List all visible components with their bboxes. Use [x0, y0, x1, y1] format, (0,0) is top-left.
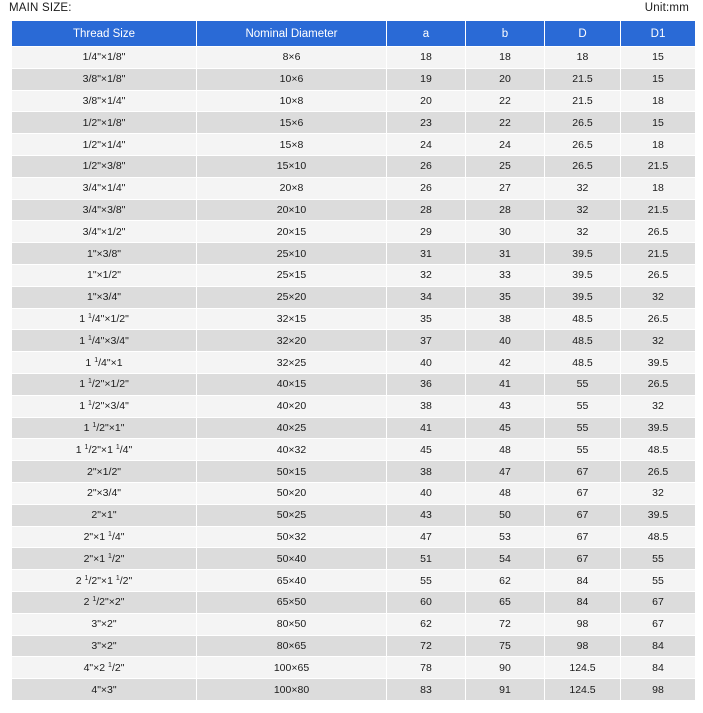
cell-nominal-diameter: 25×15 — [197, 264, 387, 286]
cell-thread-size: 3/4"×3/8" — [12, 199, 197, 221]
cell-d: 98 — [545, 635, 621, 657]
table-row — [12, 90, 696, 112]
cell-thread-size: 3"×2" — [12, 635, 197, 657]
table-row — [12, 112, 696, 134]
cell-d1: 15 — [621, 47, 696, 69]
cell-d: 26.5 — [545, 112, 621, 134]
cell-d: 84 — [545, 591, 621, 613]
cell-thread-size: 2"×1/2" — [12, 461, 197, 483]
cell-thread-size: 1 $^1$/2"×1/2" — [12, 373, 197, 395]
header-d: D — [545, 21, 621, 47]
cell-d: 67 — [545, 526, 621, 548]
header-b: b — [466, 21, 545, 47]
cell-a: 32 — [387, 264, 466, 286]
cell-d: 55 — [545, 439, 621, 461]
cell-d: 98 — [545, 613, 621, 635]
table-row — [12, 548, 696, 570]
cell-thread-size: 2"×1 $^1$/2" — [12, 548, 197, 570]
cell-b: 75 — [466, 635, 545, 657]
cell-d1: 21.5 — [621, 155, 696, 177]
table-row — [12, 134, 696, 156]
cell-d1: 26.5 — [621, 221, 696, 243]
cell-nominal-diameter: 50×32 — [197, 526, 387, 548]
cell-a: 24 — [387, 134, 466, 156]
cell-thread-size: 2"×3/4" — [12, 482, 197, 504]
cell-nominal-diameter: 50×20 — [197, 482, 387, 504]
cell-thread-size: 1 $^1$/4"×3/4" — [12, 330, 197, 352]
cell-nominal-diameter: 20×8 — [197, 177, 387, 199]
cell-d1: 55 — [621, 548, 696, 570]
table-row — [12, 635, 696, 657]
cell-d1: 26.5 — [621, 308, 696, 330]
cell-b: 54 — [466, 548, 545, 570]
table-row — [12, 613, 696, 635]
cell-nominal-diameter: 40×32 — [197, 439, 387, 461]
cell-thread-size: 3/4"×1/2" — [12, 221, 197, 243]
table-row — [12, 395, 696, 417]
cell-a: 18 — [387, 47, 466, 69]
cell-a: 62 — [387, 613, 466, 635]
cell-a: 41 — [387, 417, 466, 439]
cell-b: 72 — [466, 613, 545, 635]
cell-d: 18 — [545, 47, 621, 69]
cell-d: 48.5 — [545, 352, 621, 374]
cell-b: 48 — [466, 439, 545, 461]
cell-d1: 26.5 — [621, 461, 696, 483]
table-row — [12, 657, 696, 679]
cell-d: 67 — [545, 504, 621, 526]
table-row — [12, 155, 696, 177]
table-row — [12, 264, 696, 286]
table-row — [12, 482, 696, 504]
cell-a: 26 — [387, 177, 466, 199]
cell-b: 50 — [466, 504, 545, 526]
table-row — [12, 330, 696, 352]
cell-d1: 39.5 — [621, 504, 696, 526]
cell-b: 47 — [466, 461, 545, 483]
cell-nominal-diameter: 80×50 — [197, 613, 387, 635]
cell-a: 19 — [387, 68, 466, 90]
cell-nominal-diameter: 50×15 — [197, 461, 387, 483]
table-row — [12, 417, 696, 439]
cell-d1: 21.5 — [621, 199, 696, 221]
cell-nominal-diameter: 15×10 — [197, 155, 387, 177]
cell-a: 43 — [387, 504, 466, 526]
cell-b: 38 — [466, 308, 545, 330]
cell-b: 33 — [466, 264, 545, 286]
cell-b: 22 — [466, 90, 545, 112]
cell-b: 41 — [466, 373, 545, 395]
table-row — [12, 461, 696, 483]
cell-nominal-diameter: 40×25 — [197, 417, 387, 439]
cell-d1: 15 — [621, 68, 696, 90]
cell-d1: 84 — [621, 635, 696, 657]
cell-thread-size: 3/4"×1/4" — [12, 177, 197, 199]
cell-d1: 48.5 — [621, 439, 696, 461]
cell-nominal-diameter: 20×15 — [197, 221, 387, 243]
table-row — [12, 243, 696, 265]
cell-thread-size: 3/8"×1/8" — [12, 68, 197, 90]
cell-d1: 15 — [621, 112, 696, 134]
cell-nominal-diameter: 15×6 — [197, 112, 387, 134]
table-row — [12, 286, 696, 308]
cell-thread-size: 4"×2 $^1$/2" — [12, 657, 197, 679]
cell-thread-size: 4"×3" — [12, 679, 197, 701]
cell-nominal-diameter: 40×20 — [197, 395, 387, 417]
cell-d1: 39.5 — [621, 417, 696, 439]
table-row — [12, 570, 696, 592]
cell-thread-size: 1 $^1$/4"×1 — [12, 352, 197, 374]
cell-nominal-diameter: 25×10 — [197, 243, 387, 265]
size-table — [11, 20, 696, 701]
cell-a: 83 — [387, 679, 466, 701]
cell-a: 26 — [387, 155, 466, 177]
cell-d1: 32 — [621, 395, 696, 417]
cell-a: 34 — [387, 286, 466, 308]
cell-d1: 18 — [621, 90, 696, 112]
cell-nominal-diameter: 65×40 — [197, 570, 387, 592]
cell-nominal-diameter: 32×20 — [197, 330, 387, 352]
cell-b: 53 — [466, 526, 545, 548]
cell-d: 26.5 — [545, 134, 621, 156]
cell-b: 91 — [466, 679, 545, 701]
cell-nominal-diameter: 65×50 — [197, 591, 387, 613]
cell-a: 47 — [387, 526, 466, 548]
cell-a: 45 — [387, 439, 466, 461]
cell-b: 90 — [466, 657, 545, 679]
cell-nominal-diameter: 10×8 — [197, 90, 387, 112]
cell-thread-size: 1/4"×1/8" — [12, 47, 197, 69]
cell-d1: 84 — [621, 657, 696, 679]
cell-a: 72 — [387, 635, 466, 657]
cell-d: 39.5 — [545, 243, 621, 265]
main-size-label: MAIN SIZE: — [9, 2, 72, 14]
cell-nominal-diameter: 32×15 — [197, 308, 387, 330]
table-row — [12, 439, 696, 461]
cell-d1: 48.5 — [621, 526, 696, 548]
cell-d1: 26.5 — [621, 373, 696, 395]
cell-nominal-diameter: 40×15 — [197, 373, 387, 395]
cell-b: 25 — [466, 155, 545, 177]
header-thread-size: Thread Size — [12, 21, 197, 47]
caption-bar — [9, 2, 689, 18]
cell-b: 42 — [466, 352, 545, 374]
cell-b: 43 — [466, 395, 545, 417]
cell-d: 124.5 — [545, 679, 621, 701]
cell-thread-size: 1/2"×1/8" — [12, 112, 197, 134]
cell-nominal-diameter: 8×6 — [197, 47, 387, 69]
cell-b: 31 — [466, 243, 545, 265]
cell-thread-size: 2 $^1$/2"×1 $^1$/2" — [12, 570, 197, 592]
table-row — [12, 526, 696, 548]
cell-d: 21.5 — [545, 90, 621, 112]
unit-label: Unit:mm — [644, 2, 689, 14]
cell-d1: 18 — [621, 134, 696, 156]
cell-b: 62 — [466, 570, 545, 592]
header-row — [12, 21, 696, 47]
header-nominal-diameter: Nominal Diameter — [197, 21, 387, 47]
cell-b: 28 — [466, 199, 545, 221]
cell-a: 31 — [387, 243, 466, 265]
cell-d: 67 — [545, 461, 621, 483]
cell-a: 51 — [387, 548, 466, 570]
cell-thread-size: 3/8"×1/4" — [12, 90, 197, 112]
cell-nominal-diameter: 50×40 — [197, 548, 387, 570]
cell-a: 38 — [387, 461, 466, 483]
cell-a: 36 — [387, 373, 466, 395]
cell-d: 32 — [545, 177, 621, 199]
cell-nominal-diameter: 100×80 — [197, 679, 387, 701]
table-row — [12, 504, 696, 526]
cell-d: 21.5 — [545, 68, 621, 90]
cell-nominal-diameter: 15×8 — [197, 134, 387, 156]
cell-a: 29 — [387, 221, 466, 243]
cell-d1: 55 — [621, 570, 696, 592]
cell-d: 55 — [545, 373, 621, 395]
cell-d: 55 — [545, 395, 621, 417]
table-row — [12, 373, 696, 395]
cell-thread-size: 1 $^1$/2"×1 $^1$/4" — [12, 439, 197, 461]
cell-thread-size: 1 $^1$/2"×1" — [12, 417, 197, 439]
cell-d1: 98 — [621, 679, 696, 701]
cell-a: 40 — [387, 352, 466, 374]
cell-d: 32 — [545, 221, 621, 243]
cell-thread-size: 1"×1/2" — [12, 264, 197, 286]
cell-a: 35 — [387, 308, 466, 330]
cell-thread-size: 1 $^1$/4"×1/2" — [12, 308, 197, 330]
cell-d: 39.5 — [545, 264, 621, 286]
cell-thread-size: 1"×3/8" — [12, 243, 197, 265]
table-row — [12, 221, 696, 243]
cell-nominal-diameter: 32×25 — [197, 352, 387, 374]
cell-nominal-diameter: 10×6 — [197, 68, 387, 90]
cell-b: 22 — [466, 112, 545, 134]
cell-a: 60 — [387, 591, 466, 613]
cell-thread-size: 2"×1 $^1$/4" — [12, 526, 197, 548]
cell-d1: 26.5 — [621, 264, 696, 286]
cell-b: 40 — [466, 330, 545, 352]
cell-d1: 32 — [621, 482, 696, 504]
cell-thread-size: 1/2"×1/4" — [12, 134, 197, 156]
header-d1: D1 — [621, 21, 696, 47]
cell-d: 67 — [545, 482, 621, 504]
cell-d: 48.5 — [545, 330, 621, 352]
cell-d1: 67 — [621, 613, 696, 635]
cell-b: 20 — [466, 68, 545, 90]
cell-thread-size: 2 $^1$/2"×2" — [12, 591, 197, 613]
cell-d: 55 — [545, 417, 621, 439]
cell-thread-size: 1/2"×3/8" — [12, 155, 197, 177]
cell-d1: 32 — [621, 330, 696, 352]
cell-d: 124.5 — [545, 657, 621, 679]
cell-a: 38 — [387, 395, 466, 417]
cell-a: 23 — [387, 112, 466, 134]
cell-b: 35 — [466, 286, 545, 308]
cell-d: 48.5 — [545, 308, 621, 330]
cell-thread-size: 1 $^1$/2"×3/4" — [12, 395, 197, 417]
cell-a: 37 — [387, 330, 466, 352]
cell-d: 67 — [545, 548, 621, 570]
table-row — [12, 352, 696, 374]
cell-a: 78 — [387, 657, 466, 679]
cell-a: 28 — [387, 199, 466, 221]
table-row — [12, 68, 696, 90]
header-a: a — [387, 21, 466, 47]
cell-thread-size: 1"×3/4" — [12, 286, 197, 308]
cell-b: 27 — [466, 177, 545, 199]
cell-nominal-diameter: 80×65 — [197, 635, 387, 657]
cell-d1: 67 — [621, 591, 696, 613]
cell-b: 24 — [466, 134, 545, 156]
cell-thread-size: 2"×1" — [12, 504, 197, 526]
table-row — [12, 308, 696, 330]
cell-d: 32 — [545, 199, 621, 221]
cell-nominal-diameter: 50×25 — [197, 504, 387, 526]
cell-d: 39.5 — [545, 286, 621, 308]
cell-d: 84 — [545, 570, 621, 592]
cell-b: 30 — [466, 221, 545, 243]
cell-nominal-diameter: 25×20 — [197, 286, 387, 308]
cell-b: 65 — [466, 591, 545, 613]
cell-nominal-diameter: 20×10 — [197, 199, 387, 221]
cell-a: 55 — [387, 570, 466, 592]
cell-d1: 21.5 — [621, 243, 696, 265]
cell-d1: 18 — [621, 177, 696, 199]
cell-b: 45 — [466, 417, 545, 439]
cell-b: 18 — [466, 47, 545, 69]
table-row — [12, 591, 696, 613]
cell-nominal-diameter: 100×65 — [197, 657, 387, 679]
cell-d1: 32 — [621, 286, 696, 308]
table-row — [12, 177, 696, 199]
table-row — [12, 679, 696, 701]
cell-d: 26.5 — [545, 155, 621, 177]
cell-a: 40 — [387, 482, 466, 504]
table-row — [12, 199, 696, 221]
cell-thread-size: 3"×2" — [12, 613, 197, 635]
table-row — [12, 47, 696, 69]
cell-a: 20 — [387, 90, 466, 112]
cell-d1: 39.5 — [621, 352, 696, 374]
cell-b: 48 — [466, 482, 545, 504]
